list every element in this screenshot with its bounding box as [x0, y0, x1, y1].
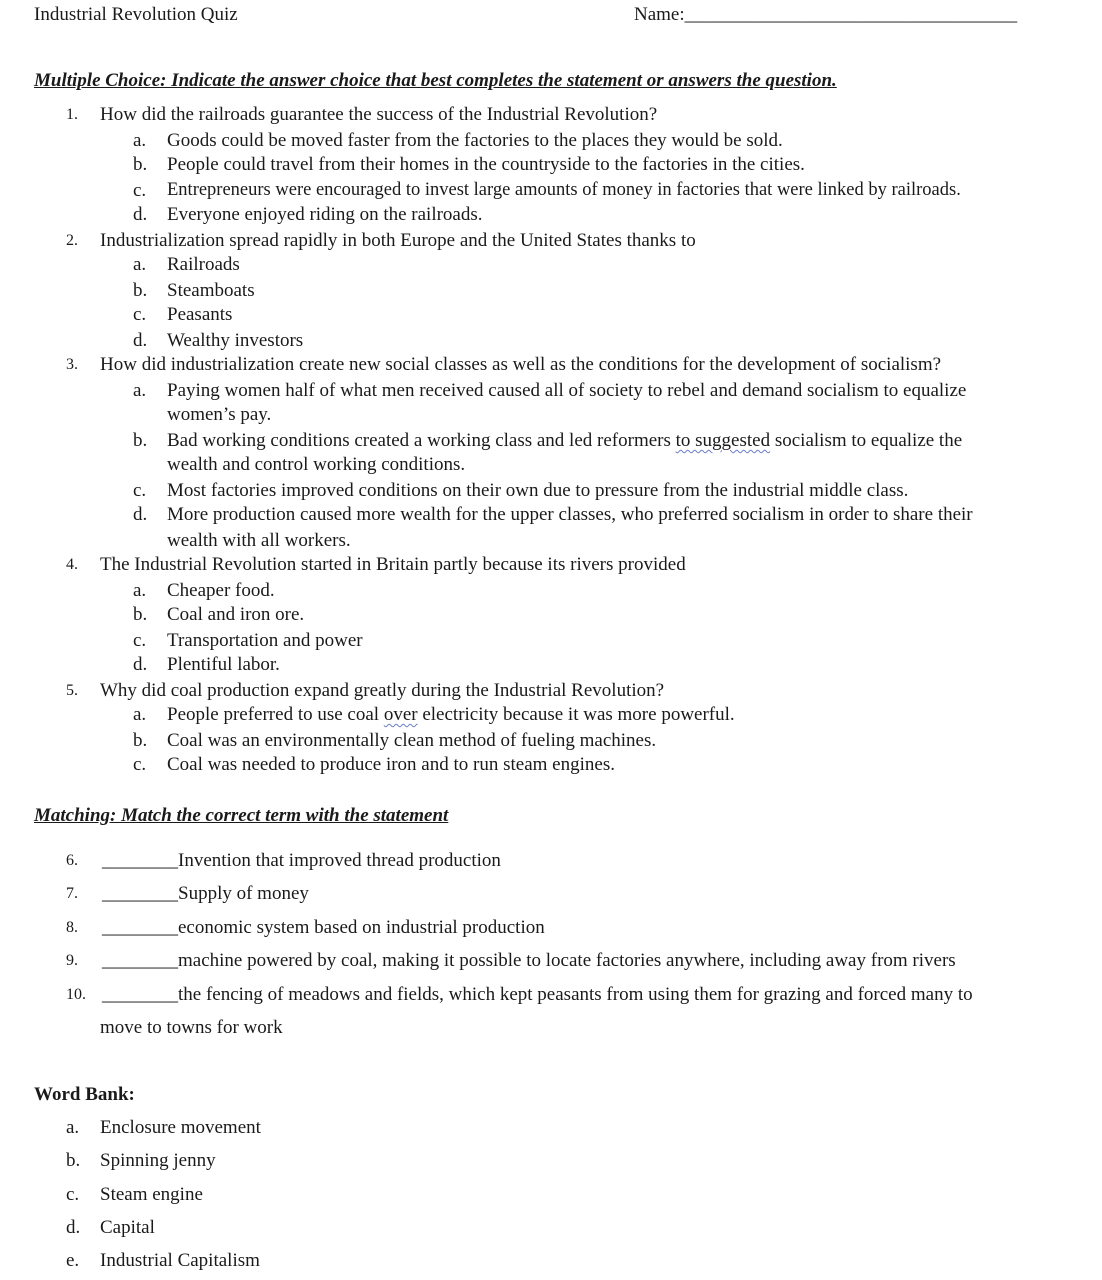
option-letter: c. [133, 480, 147, 501]
option-letter: d. [133, 204, 148, 225]
name-field[interactable]: Name:___________________________________ [634, 4, 1018, 25]
option-text [167, 702, 735, 727]
question-text: The Industrial Revolution started in Britain partly because its rivers provided [100, 554, 686, 575]
matching-number: 7. [66, 885, 78, 902]
option-letter: b. [133, 430, 148, 451]
word-bank-term: Industrial Capitalism [100, 1250, 260, 1271]
option-text: Cheaper food. [167, 580, 275, 601]
option-text: Transportation and power [167, 630, 363, 651]
word-bank-letter: c. [66, 1184, 80, 1205]
matching-number: 9. [66, 952, 78, 969]
word-bank-term: Capital [100, 1217, 155, 1238]
word-bank-heading: Word Bank: [34, 1084, 135, 1105]
option-letter: a. [133, 254, 147, 275]
option-text: Steamboats [167, 280, 255, 301]
option-text: People could travel from their homes in the countryside to the factories in the cities. [167, 154, 805, 175]
question-number: 1. [66, 106, 78, 123]
option-text: More production caused more wealth for the upper classes, who preferred socialism in order to share their [167, 504, 973, 525]
option-text: Plentiful labor. [167, 654, 280, 675]
matching-heading: Matching: Match the correct term with the statement [34, 805, 449, 826]
grammar-flag: to suggested [675, 430, 771, 451]
option-letter: a. [133, 380, 147, 401]
word-bank-letter: e. [66, 1250, 80, 1271]
option-letter: a. [133, 580, 147, 601]
option-text: Railroads [167, 254, 240, 275]
option-letter: b. [133, 604, 148, 625]
option-text-part: Bad working conditions created a working class and led reformers [167, 430, 676, 451]
option-text-continued: wealth with all workers. [167, 530, 351, 551]
question-text: How did industrialization create new social classes as well as the conditions for the development of socialism? [100, 354, 942, 375]
option-letter: d. [133, 654, 148, 675]
option-text: Coal was an environmentally clean method of fueling machines. [167, 730, 657, 751]
option-letter: b. [133, 280, 148, 301]
question-number: 2. [66, 232, 78, 249]
option-text-continued: women’s pay. [167, 404, 272, 425]
option-letter: c. [133, 304, 147, 325]
quiz-title: Industrial Revolution Quiz [34, 4, 238, 25]
option-letter: d. [133, 504, 148, 525]
word-bank-letter: d. [66, 1217, 81, 1238]
word-bank-term: Steam engine [100, 1184, 203, 1205]
matching-text-continued: move to towns for work [100, 1017, 283, 1038]
option-text-part: People preferred to use coal [167, 704, 384, 725]
option-text: Peasants [167, 304, 233, 325]
matching-number: 10. [66, 986, 86, 1003]
matching-text: ________Supply of money [102, 883, 309, 904]
matching-text: ________machine powered by coal, making it possible to locate factories anywhere, including away from rivers [102, 950, 956, 971]
option-letter: b. [133, 730, 148, 751]
option-text: Goods could be moved faster from the factories to the places they would be sold. [167, 130, 783, 151]
question-text: How did the railroads guarantee the success of the Industrial Revolution? [100, 104, 658, 125]
question-number: 4. [66, 556, 78, 573]
option-letter: a. [133, 130, 147, 151]
option-text-part: socialism to equalize the [770, 430, 963, 451]
option-text-part: electricity because it was more powerful. [417, 704, 735, 725]
word-bank-term: Enclosure movement [100, 1117, 261, 1138]
option-text: Entrepreneurs were encouraged to invest large amounts of money in factories that were linked by railroads. [167, 180, 961, 200]
question-number: 3. [66, 356, 78, 373]
matching-number: 6. [66, 852, 78, 869]
option-text: Paying women half of what men received caused all of society to rebel and demand socialism to equalize [167, 380, 967, 401]
option-text: Coal and iron ore. [167, 604, 305, 625]
word-bank-letter: a. [66, 1117, 80, 1138]
option-letter: b. [133, 154, 148, 175]
option-letter: c. [133, 180, 147, 201]
matching-text: ________Invention that improved thread production [102, 850, 501, 871]
option-letter: a. [133, 704, 147, 725]
option-text-continued: wealth and control working conditions. [167, 454, 466, 475]
option-text: Wealthy investors [167, 330, 304, 351]
question-text: Why did coal production expand greatly during the Industrial Revolution? [100, 680, 665, 701]
option-letter: c. [133, 754, 147, 775]
option-text: Most factories improved conditions on their own due to pressure from the industrial middle class. [167, 480, 909, 501]
option-letter: d. [133, 330, 148, 351]
mc-heading: Multiple Choice: Indicate the answer choice that best completes the statement or answers the question. [34, 70, 837, 91]
option-letter: c. [133, 630, 147, 651]
matching-number: 8. [66, 919, 78, 936]
option-text: Coal was needed to produce iron and to run steam engines. [167, 754, 615, 775]
option-text [167, 428, 962, 453]
option-text: Everyone enjoyed riding on the railroads. [167, 204, 483, 225]
question-text: Industrialization spread rapidly in both Europe and the United States thanks to [100, 230, 696, 251]
question-number: 5. [66, 682, 78, 699]
grammar-flag: over [383, 704, 418, 725]
matching-text: ________the fencing of meadows and fields, which kept peasants from using them for grazing and forced many to [102, 984, 973, 1005]
matching-text: ________economic system based on industrial production [102, 917, 545, 938]
word-bank-term: Spinning jenny [100, 1150, 216, 1171]
word-bank-letter: b. [66, 1150, 81, 1171]
